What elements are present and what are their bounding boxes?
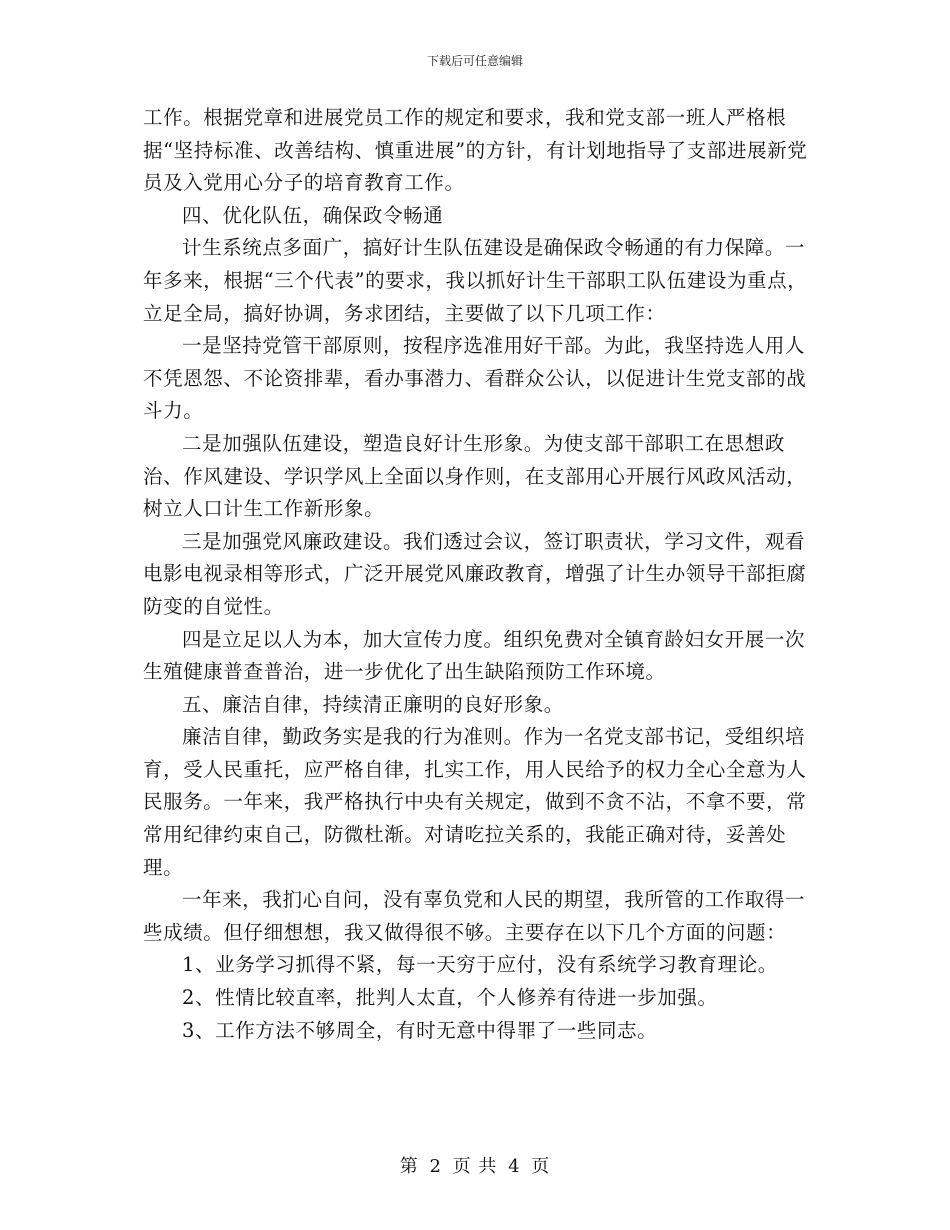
section-heading-4: 四、优化队伍，确保政令畅通 [182,203,444,227]
list-item-2: 2、性情比较直率，批判人太直，个人修养有待进一步加强。 [182,986,718,1010]
document-body [143,102,823,1047]
paragraph-9: 廉洁自律，勤政务实是我的行为准则。作为一名党支部书记，受组织培育，受人民重托，应严格自律，扎实工作，用人民给予的权力全心全意为人民服务。一年来，我严格执行中央有关规定，做到不贪不沾，不拿不要，常常用纪律约束自己，防微杜渐。对请吃拉关系的，我能正确对待，妥善处理。 [143,725,807,879]
footer-total-pages: 4 [508,1156,521,1177]
list-item-1: 1、业务学习抓得不紧，每一天穷于应付，没有系统学习教育理论。 [182,953,778,977]
paragraph-4: 一是坚持党管干部原则，按程序选准用好干部。为此，我坚持选人用人不凭恩怨、不论资排辈，看办事潜力、看群众公认，以促进计生党支部的战斗力。 [143,334,807,423]
section-heading-5: 五、廉洁自律，持续清正廉明的良好形象。 [182,692,564,716]
footer-middle: 页 共 [452,1156,498,1177]
footer-page-number: 2 [429,1156,442,1177]
paragraph-6: 三是加强党风廉政建设。我们透过会议，签订职责状，学习文件，观看电影电视录相等形式，广泛开展党风廉政教育，增强了计生办领导干部拒腐防变的自觉性。 [143,529,807,618]
page-header: 下载后可任意编辑 [426,54,523,68]
footer-suffix: 页 [531,1156,551,1177]
paragraph-3: 计生系统点多面广，搞好计生队伍建设是确保政令畅通的有力保障。一年多来，根据“三个代表”的要求，我以抓好计生干部职工队伍建设为重点，立足全局，搞好协调，务求团结，主要做了以下几项工作： [143,236,808,325]
page-footer [0,1152,950,1178]
paragraph-10: 一年来，我扪心自问，没有辜负党和人民的期望，我所管的工作取得一些成绩。但仔细想想，我又做得很不够。主要存在以下几个方面的问题： [143,888,806,944]
paragraph-7: 四是立足以人为本，加大宣传力度。组织免费对全镇育龄妇女开展一次生殖健康普查普治，进一步优化了出生缺陷预防工作环境。 [143,627,806,684]
footer-prefix: 第 [399,1156,419,1177]
paragraph-1: 工作。根据党章和进展党员工作的规定和要求，我和党支部一班人严格根据“坚持标准、改善结构、慎重进展”的方针，有计划地指导了支部进展新党员及入党用心分子的培育教育工作。 [143,106,808,195]
paragraph-5: 二是加强队伍建设，塑造良好计生形象。为使支部干部职工在思想政治、作风建设、学识学风上全面以身作则，在支部用心开展行风政风活动，树立人口计生工作新形象。 [143,431,807,521]
list-item-3: 3、工作方法不够周全，有时无意中得罪了一些同志。 [182,1018,658,1042]
